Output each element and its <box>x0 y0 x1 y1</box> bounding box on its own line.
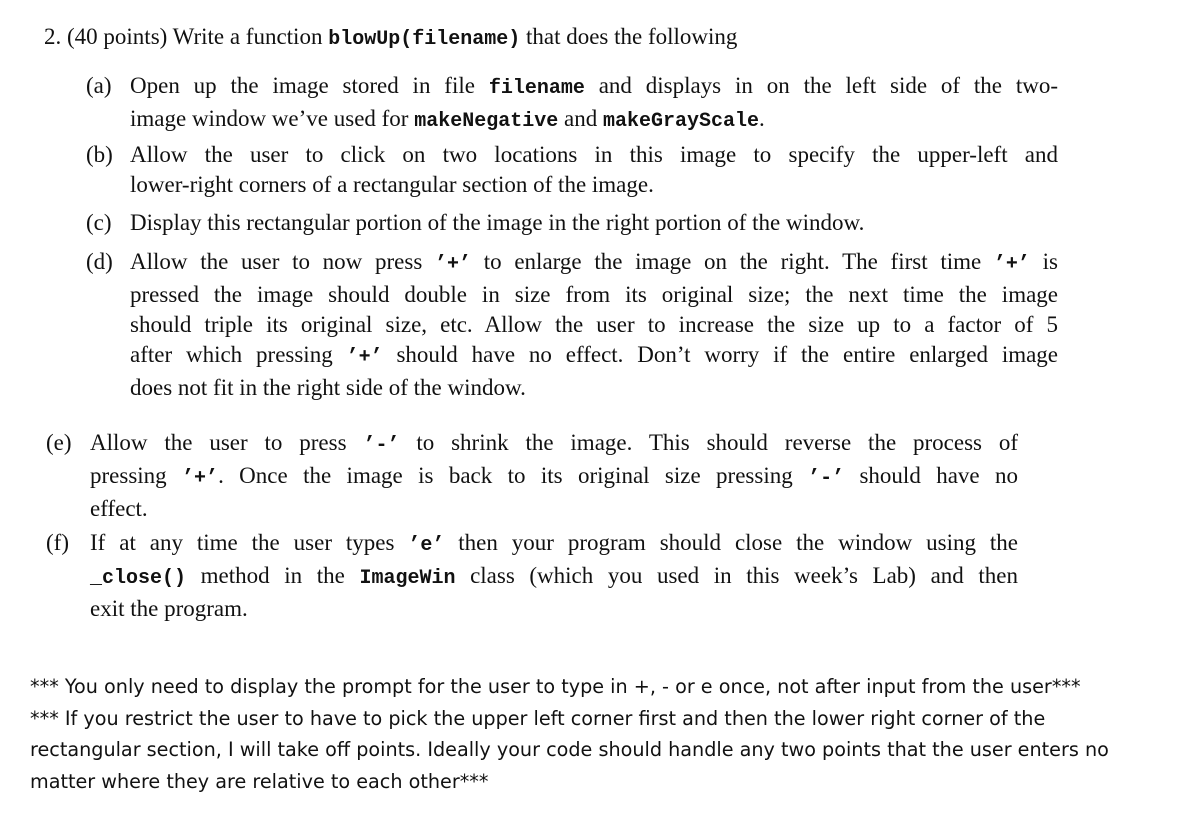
text-run: to shrink the image. This should reverse the process of <box>416 430 1019 455</box>
text-run: class (which you used in this week’s Lab) and then <box>470 563 1018 588</box>
text-run: then your program should close the window using the <box>458 530 1019 555</box>
note-line: *** If you restrict the user to have to pick the upper left corner first and then the lower right corner of the <box>30 706 1046 730</box>
item-line <box>90 528 1018 561</box>
code-imagewin: ImageWin <box>359 567 456 590</box>
item-line: does not fit in the right side of the window. <box>130 375 526 400</box>
text-run: If at any time the user types <box>90 530 395 555</box>
text-run: to enlarge the image on the right. The first time <box>483 249 982 274</box>
code-plus-key: ’+’ <box>346 346 383 369</box>
item-d <box>86 247 1058 403</box>
code-close-method: _close() <box>90 567 187 590</box>
note-line: *** You only need to display the prompt for the user to type in +, - or e once, not after input from the user*** <box>30 675 1081 698</box>
item-line: pressed the image should double in size from its original size; the next time the image <box>130 282 1058 307</box>
text-run: image window we’ve used for <box>130 106 409 131</box>
item-line <box>90 561 1018 594</box>
item-c <box>86 208 1058 238</box>
code-plus-key: ’+’ <box>435 253 472 276</box>
item-label: (f) <box>46 530 69 555</box>
item-a <box>86 71 1058 137</box>
item-line: should triple its original size, etc. Allow the user to increase the size up to a factor of 5 <box>130 312 1058 337</box>
item-body <box>130 208 1058 238</box>
instructor-notes <box>30 671 1180 797</box>
item-line: effect. <box>90 496 148 521</box>
item-body <box>130 71 1058 137</box>
item-line <box>130 340 1058 373</box>
text-run: should have no effect. Don’t worry if the entire enlarged image <box>396 342 1059 367</box>
item-body <box>90 528 1018 624</box>
item-label: (e) <box>46 430 72 455</box>
text-run: after which pressing <box>130 342 333 367</box>
item-label: (d) <box>86 249 113 274</box>
item-line <box>130 71 1058 104</box>
text-run: method in the <box>200 563 345 588</box>
problem-intro: Write a function <box>172 24 323 49</box>
note-line: rectangular section, I will take off points. Ideally your code should handle any two points that the user enters no <box>30 738 1109 761</box>
problem-number: 2. <box>44 24 62 49</box>
item-line <box>130 104 1058 137</box>
item-line: lower-right corners of a rectangular section of the image. <box>130 172 654 197</box>
text-run: . <box>759 106 765 131</box>
item-line: exit the program. <box>90 596 248 621</box>
text-run: should have no <box>859 463 1018 488</box>
problem-points: (40 points) <box>67 24 168 49</box>
text-run: and <box>564 106 598 131</box>
item-line <box>90 428 1018 461</box>
item-label: (c) <box>86 210 112 235</box>
code-filename: filename <box>488 77 585 100</box>
code-e-key: ’e’ <box>408 534 445 557</box>
text-run: . Once the image is back to its original size pressing <box>218 463 793 488</box>
problem-intro-end: that does the following <box>525 24 738 49</box>
text-run: Open up the image stored in file <box>130 73 475 98</box>
item-b <box>86 140 1058 200</box>
code-plus-key: ’+’ <box>993 253 1030 276</box>
function-signature: blowUp(filename) <box>328 28 521 51</box>
item-e <box>46 428 1018 524</box>
code-minus-key: ’-’ <box>363 434 400 457</box>
item-body <box>90 428 1018 524</box>
item-f <box>46 528 1018 624</box>
item-label: (b) <box>86 142 113 167</box>
code-minus-key: ’-’ <box>808 467 845 490</box>
text-run: pressing <box>90 463 167 488</box>
code-makegrayscale: makeGrayScale <box>602 110 760 133</box>
item-body <box>130 140 1058 200</box>
item-line <box>130 247 1058 280</box>
code-makenegative: makeNegative <box>414 110 559 133</box>
code-plus-key: ’+’ <box>182 467 219 490</box>
text-run: is <box>1042 249 1058 274</box>
item-label: (a) <box>86 73 112 98</box>
item-line: Display this rectangular portion of the image in the right portion of the window. <box>130 210 865 235</box>
item-line: Allow the user to click on two locations in this image to specify the upper-left and <box>130 142 1058 167</box>
note-line: matter where they are relative to each other*** <box>30 769 489 793</box>
text-run: Allow the user to now press <box>130 249 423 274</box>
item-body <box>130 247 1058 403</box>
text-run: Allow the user to press <box>90 430 347 455</box>
item-line <box>90 461 1018 494</box>
text-run: and displays in on the left side of the two- <box>598 73 1059 98</box>
problem-heading <box>44 22 737 55</box>
